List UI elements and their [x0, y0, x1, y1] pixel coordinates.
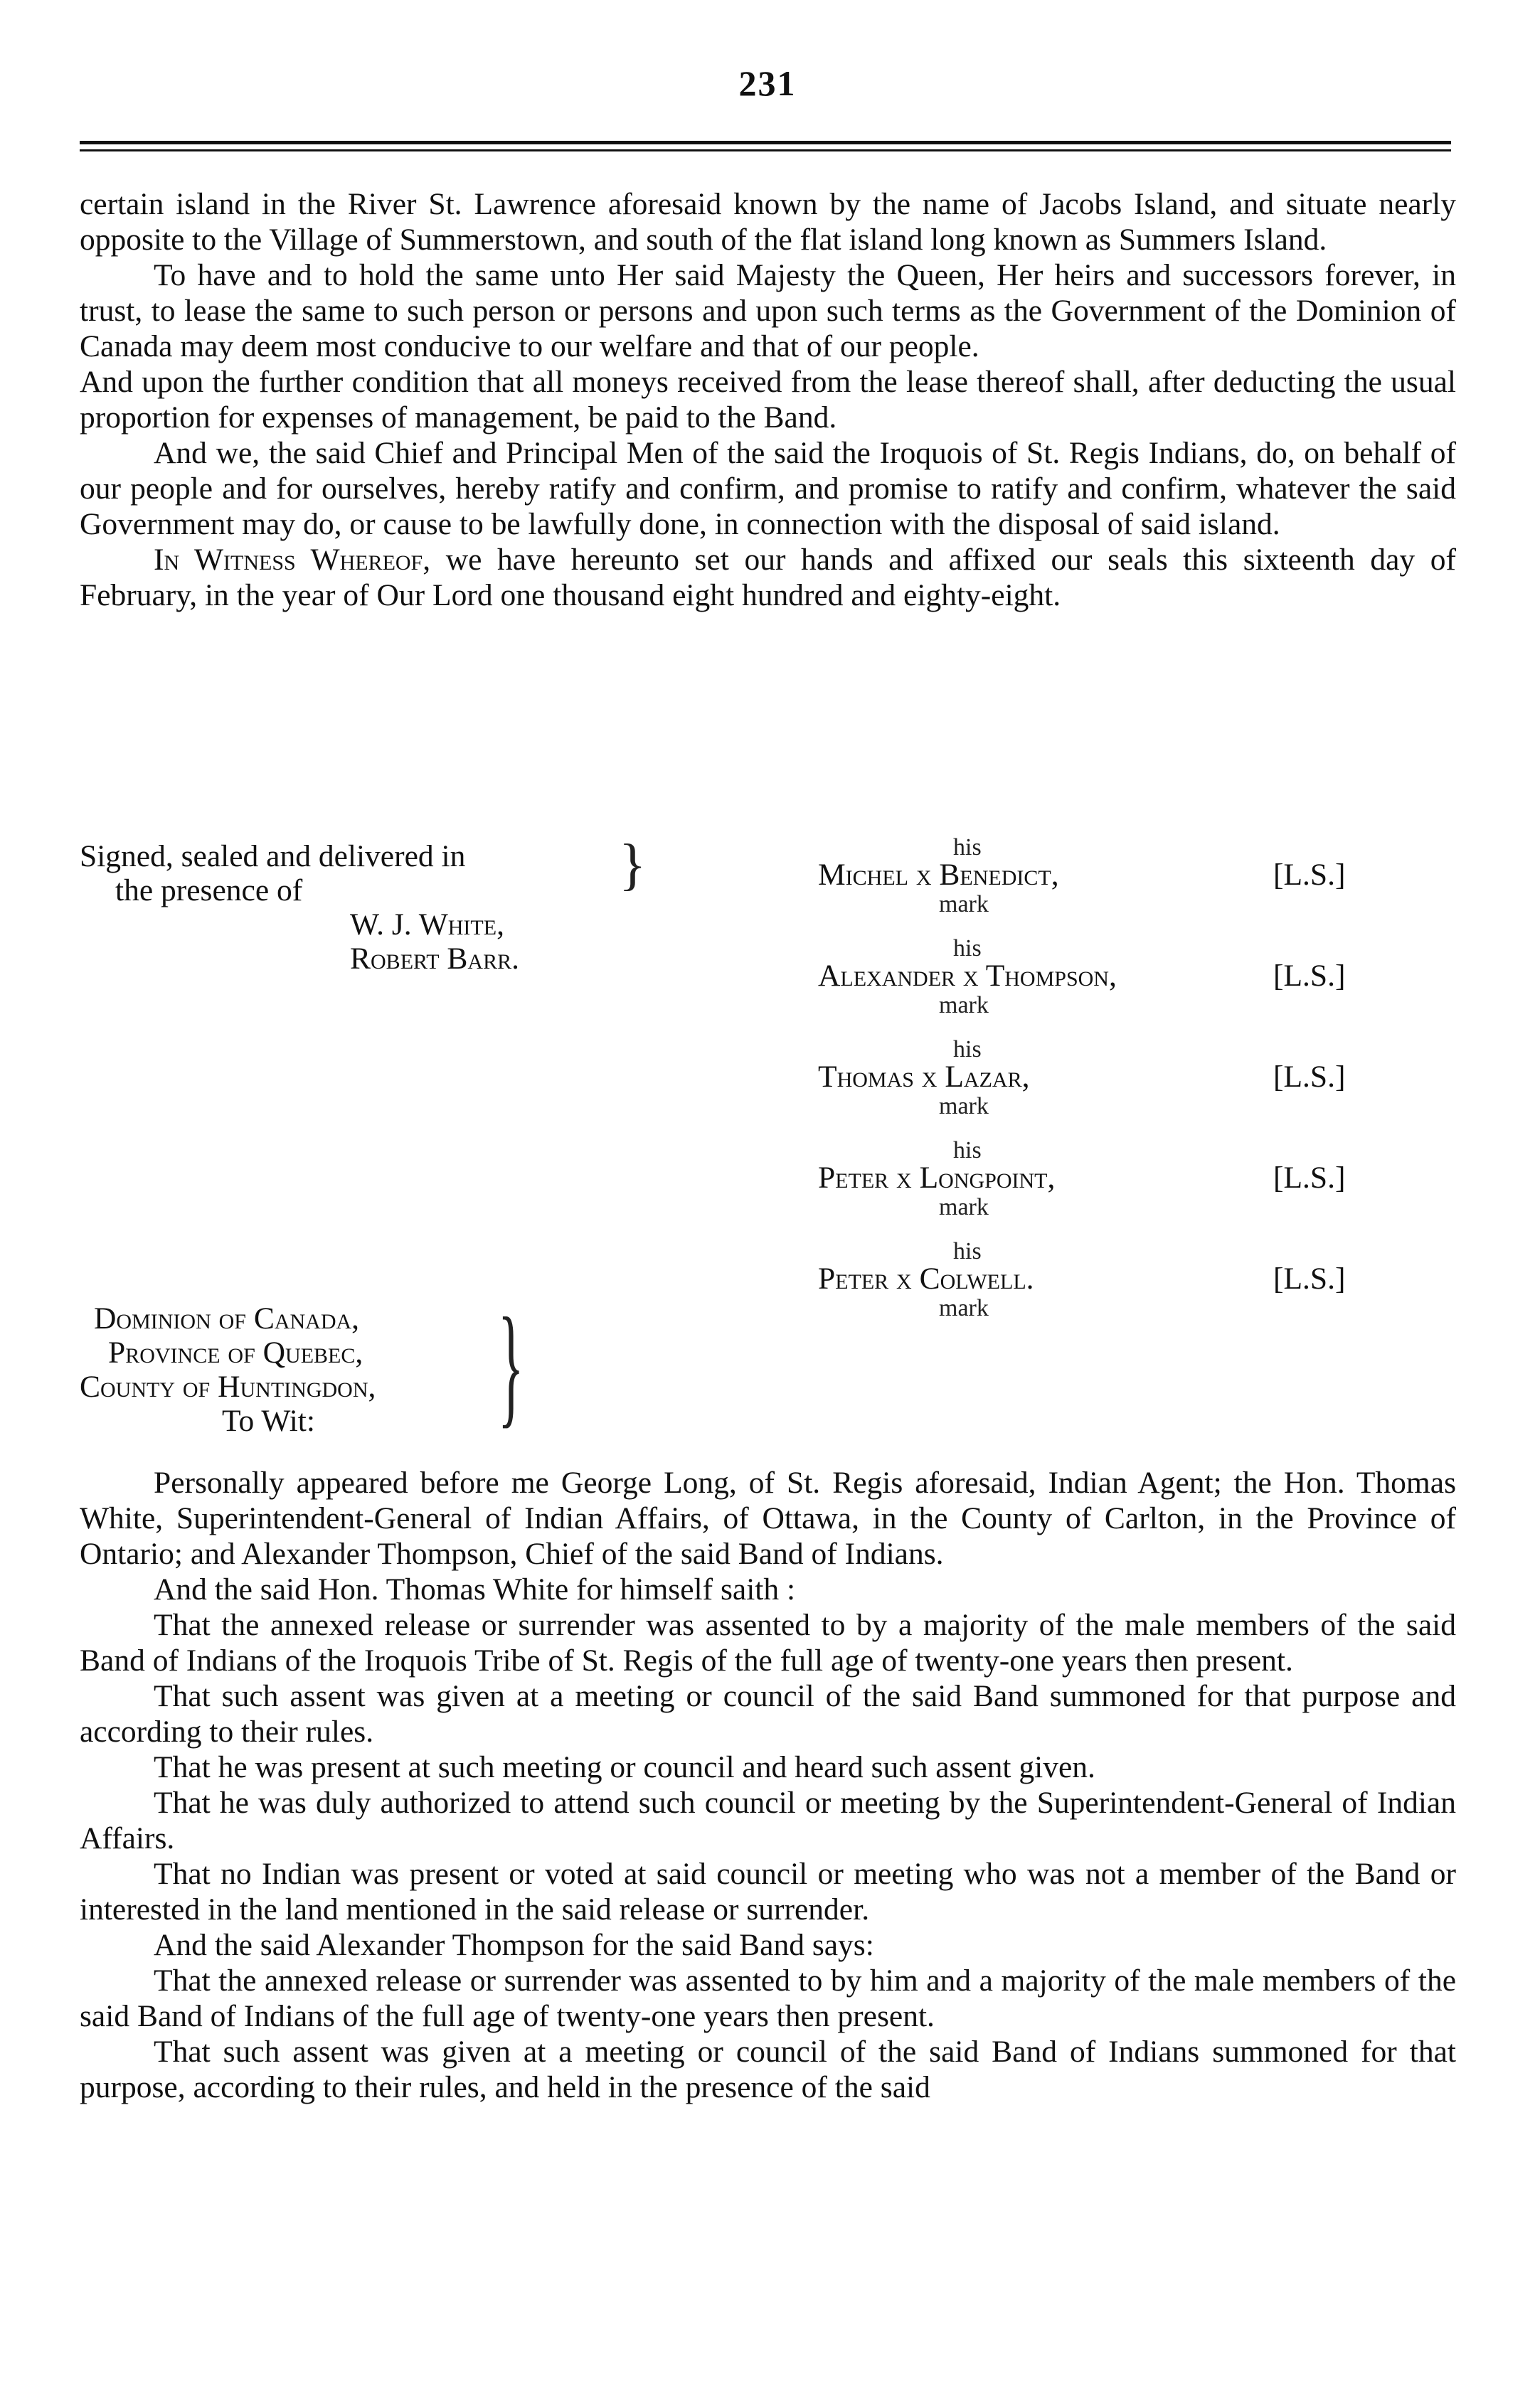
signer-name: Alexander x Thompson,: [818, 959, 1117, 993]
signer-his: his: [953, 935, 982, 961]
paragraph: certain island in the River St. Lawrence aforesaid known by the name of Jacobs Island, and situate nearly opposite to the Village of Summerstown, and south of the flat island long known as Summers Island.: [80, 187, 1456, 257]
witness-name: W. J. White,: [350, 907, 504, 942]
witness-clause-text: we have hereunto set our hands and affixed our seals this sixteenth day of February, in the year of Our Lord one thousand eight hundred and eighty-eight.: [80, 543, 1457, 612]
page-number: 231: [738, 63, 797, 103]
signing-brace: }: [619, 833, 647, 896]
signer-mark: mark: [939, 1093, 989, 1119]
signer-name: Thomas x Lazar,: [818, 1060, 1030, 1094]
seal-mark: [L.S.]: [1273, 1161, 1346, 1195]
seal-mark: [L.S.]: [1273, 858, 1346, 892]
jurisdiction-line: To Wit:: [222, 1404, 315, 1438]
bottom-text-block: [80, 1465, 1456, 2105]
paragraph: To have and to hold the same unto Her said Majesty the Queen, Her heirs and successors forever, in trust, to lease the same to such person or persons and upon such terms as the Government of the Dominion of Canada may deem most conducive to our welfare and that of our people.: [80, 258, 1456, 363]
paragraph: And the said Hon. Thomas White for himself saith :: [154, 1572, 796, 1607]
signer-mark: mark: [939, 1194, 989, 1220]
jurisdiction-line: County of Huntingdon,: [80, 1370, 376, 1404]
witness-clause-lead: In Witness Whereof,: [154, 543, 431, 577]
signer-entry: [818, 1240, 1458, 1341]
paragraph: And we, the said Chief and Principal Men of the said the Iroquois of St. Regis Indians, do, on behalf of our people and for ourselves, hereby ratify and confirm, and promise to ratify and confirm, whatever the said Government may do, or cause to be lawfully done, in connection with the disposal of said island.: [80, 436, 1456, 541]
seal-mark: [L.S.]: [1273, 1262, 1346, 1296]
paragraph: And upon the further condition that all moneys received from the lease thereof shall, after deducting the usual proportion for expenses of management, be paid to the Band.: [80, 365, 1456, 435]
signer-his: his: [953, 1238, 982, 1264]
signers-list: [818, 836, 1458, 1341]
signer-entry: [818, 836, 1458, 937]
top-text-block: [80, 186, 1456, 613]
paragraph: That he was duly authorized to attend such council or meeting by the Superintendent-General of Indian Affairs.: [80, 1786, 1456, 1855]
signer-name: Peter x Longpoint,: [818, 1161, 1056, 1195]
paragraph: And the said Alexander Thompson for the said Band says:: [154, 1928, 874, 1962]
signer-entry: [818, 937, 1458, 1038]
paragraph: That such assent was given at a meeting or council of the said Band summoned for that purpose and according to their rules.: [80, 1679, 1456, 1749]
witness-name: Robert Barr.: [350, 942, 519, 976]
signer-mark: mark: [939, 992, 989, 1018]
signer-his: his: [953, 834, 982, 861]
header-rule-thin: [80, 149, 1451, 151]
jurisdiction-line: Province of Quebec,: [108, 1336, 363, 1370]
signer-mark: mark: [939, 1295, 989, 1321]
paragraph: That no Indian was present or voted at said council or meeting who was not a member of the Band or interested in the land mentioned in the said release or surrender.: [80, 1857, 1456, 1927]
signer-entry: [818, 1038, 1458, 1139]
paragraph: That such assent was given at a meeting or council of the said Band of Indians summoned for that purpose, according to their rules, and held in the presence of the said: [80, 2035, 1456, 2104]
signer-entry: [818, 1139, 1458, 1240]
signer-name: Peter x Colwell.: [818, 1262, 1034, 1296]
paragraph: Personally appeared before me George Long, of St. Regis aforesaid, Indian Agent; the Hon. Thomas White, Superintendent-General of Indian Affairs, of Ottawa, in the County of Carlton, in the Province of Ontario; and Alexander Thompson, Chief of the said Band of Indians.: [80, 1466, 1456, 1571]
signer-mark: mark: [939, 891, 989, 917]
header-rule-thick: [80, 141, 1451, 144]
jurisdiction-line: Dominion of Canada,: [94, 1301, 360, 1336]
signer-name: Michel x Benedict,: [818, 858, 1059, 892]
paragraph: That the annexed release or surrender was assented to by him and a majority of the male members of the said Band of Indians of the full age of twenty-one years then present.: [80, 1964, 1456, 2033]
seal-mark: [L.S.]: [1273, 1060, 1346, 1094]
jurisdiction-brace: }: [498, 1291, 524, 1440]
signer-his: his: [953, 1036, 982, 1062]
paragraph: That the annexed release or surrender was assented to by a majority of the male members of the said Band of Indians of the Iroquois Tribe of St. Regis of the full age of twenty-one years then present.: [80, 1608, 1456, 1678]
presence-line: the presence of: [115, 873, 303, 907]
signer-his: his: [953, 1137, 982, 1163]
signing-attestation: [80, 839, 663, 976]
paragraph: That he was present at such meeting or council and heard such assent given.: [154, 1750, 1095, 1784]
seal-mark: [L.S.]: [1273, 959, 1346, 993]
witness-clause: [80, 542, 1456, 613]
signed-sealed-line: Signed, sealed and delivered in: [80, 839, 466, 873]
